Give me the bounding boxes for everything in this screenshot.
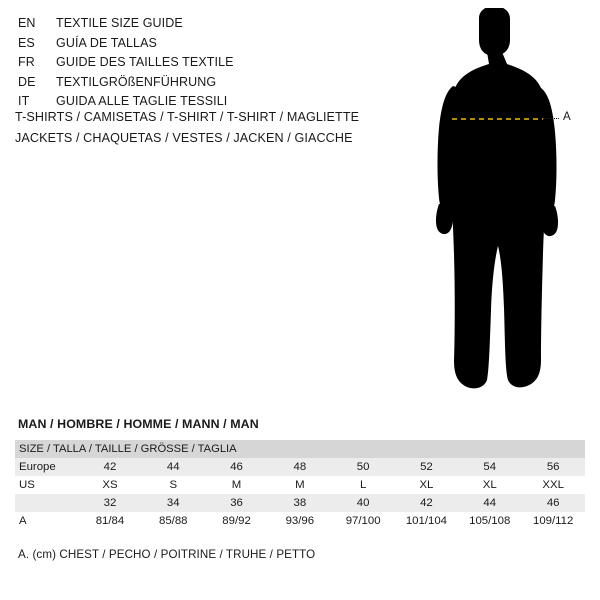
male-silhouette-figure — [395, 8, 600, 408]
cell-value: 40 — [331, 494, 394, 512]
cell-value: 56 — [521, 458, 585, 476]
language-code: ES — [18, 35, 35, 50]
category-jackets: JACKETS / CHAQUETAS / VESTES / JACKEN / GIACCHE — [15, 131, 353, 145]
category-list — [15, 110, 415, 152]
cell-value: 81/84 — [78, 512, 141, 530]
cell-value: 46 — [521, 494, 585, 512]
cell-value: 85/88 — [142, 512, 205, 530]
chest-marker-label: A — [563, 111, 572, 123]
torso-legs-shape — [450, 52, 548, 388]
table-row — [15, 476, 585, 494]
cell-value: 44 — [142, 458, 205, 476]
head-shape — [479, 8, 510, 56]
cell-value: L — [331, 476, 394, 494]
cell-value: 101/104 — [395, 512, 458, 530]
cell-value: 36 — [205, 494, 268, 512]
cell-value: M — [205, 476, 268, 494]
cell-value: S — [142, 476, 205, 494]
cell-value: 42 — [395, 494, 458, 512]
language-code: EN — [18, 16, 36, 30]
cell-value: 32 — [78, 494, 141, 512]
cell-value: 89/92 — [205, 512, 268, 530]
category-tshirts: T-SHIRTS / CAMISETAS / T-SHIRT / T-SHIRT / MAGLIETTE — [15, 110, 360, 124]
cell-value: XS — [78, 476, 141, 494]
table-header-row — [15, 440, 585, 458]
table-footnote: A. (cm) CHEST / PECHO / POITRINE / TRUHE / PETTO — [18, 548, 316, 561]
language-title: GUÍA DE TALLAS — [56, 35, 157, 50]
cell-value: 50 — [331, 458, 394, 476]
cell-value: 48 — [268, 458, 331, 476]
row-label: Europe — [15, 458, 78, 476]
language-row — [18, 16, 378, 36]
table-row — [15, 494, 585, 512]
cell-value: 105/108 — [458, 512, 521, 530]
cell-value: 93/96 — [268, 512, 331, 530]
cell-value: 97/100 — [331, 512, 394, 530]
row-label: A — [15, 512, 78, 530]
language-row — [18, 75, 378, 95]
language-code: FR — [18, 55, 35, 69]
language-code: DE — [18, 74, 36, 89]
table-row — [15, 458, 585, 476]
row-label: US — [15, 476, 78, 494]
table-group-label: MAN / HOMBRE / HOMME / MANN / MAN — [18, 417, 259, 431]
marker-leader-line — [543, 118, 559, 119]
table-header-label: SIZE / TALLA / TAILLE / GRÖSSE / TAGLIA — [15, 440, 585, 458]
cell-value: 34 — [142, 494, 205, 512]
cell-value: M — [268, 476, 331, 494]
cell-value: XXL — [521, 476, 585, 494]
cell-value: XL — [395, 476, 458, 494]
language-list — [18, 16, 378, 114]
language-code: IT — [18, 94, 30, 108]
cell-value: XL — [458, 476, 521, 494]
cell-value: 38 — [268, 494, 331, 512]
cell-value: 52 — [395, 458, 458, 476]
row-label — [15, 494, 78, 512]
cell-value: 109/112 — [521, 512, 585, 530]
language-title: TEXTILE SIZE GUIDE — [56, 16, 183, 30]
silhouette-svg — [395, 8, 600, 408]
language-row — [18, 36, 378, 56]
cell-value: 46 — [205, 458, 268, 476]
cell-value: 42 — [78, 458, 141, 476]
language-title: GUIDA ALLE TAGLIE TESSILI — [56, 94, 228, 108]
left-hand-shape — [436, 204, 453, 234]
language-row — [18, 55, 378, 75]
cell-value: 54 — [458, 458, 521, 476]
size-table-wrap — [15, 440, 585, 530]
language-title: GUIDE DES TAILLES TEXTILE — [56, 55, 234, 69]
size-table — [15, 440, 585, 530]
cell-value: 44 — [458, 494, 521, 512]
table-row — [15, 512, 585, 530]
language-title: TEXTILGRÖßENFÜHRUNG — [56, 74, 217, 89]
